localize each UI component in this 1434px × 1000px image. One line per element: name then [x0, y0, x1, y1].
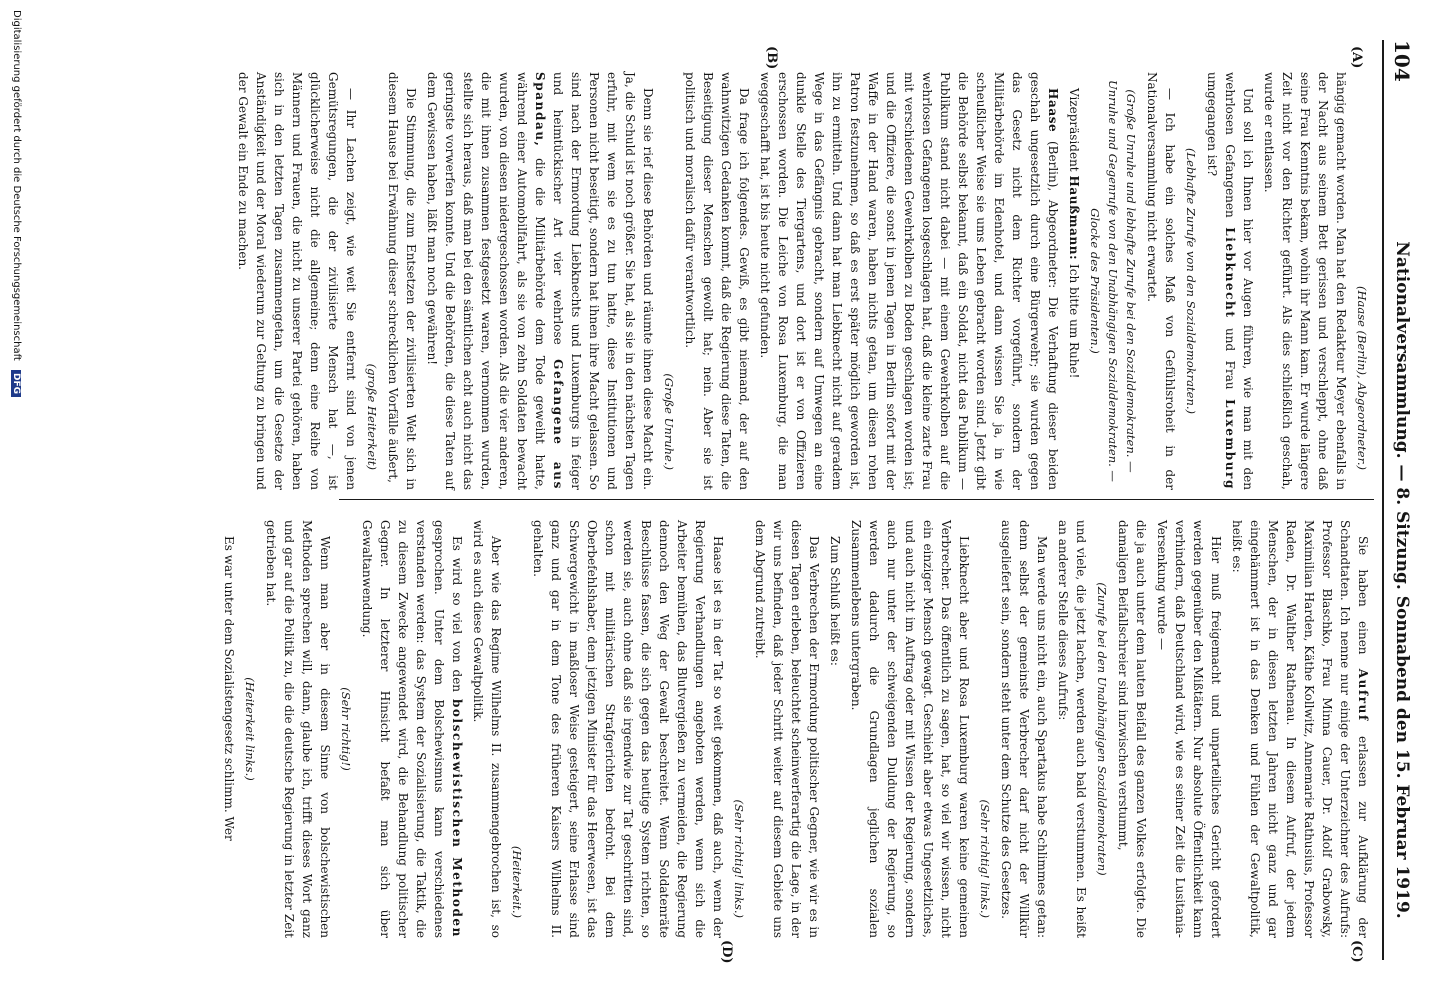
emphasis-gefangene: Gefangene aus Spandau, — [533, 72, 565, 490]
page-number: 104 — [1390, 40, 1414, 82]
paragraph: Haase (Berlin), Abgeordneter: Die Verhaftung dieser beiden geschah ungesetzlich durch eine Bürgerwehr; sie wurden gegen das Gesetz nicht dem Richter vorgeführt, sondern der Militärbehörde im Edenhotel, und dann wissen Sie ja, in wie scheußlicher Weise sie ums Leben gebracht worden sind. Jetzt gibt die Behörde selbst bekannt, daß ein Soldat, nicht das Publikum — Publikum stand nicht dabei — mit einem Gewehrkolben auf die wehrlosen Gefangenen losgeschlagen hat, daß die kleine zarte Frau mit verschiedenen Gewehrkolben zu Boden geschlagen worden ist; und die Offiziere, die sonst in jenen Tagen in Berlin sofort mit der Waffe in der Hand waren, haben nichts getan, um diesen rohen Patron festzunehmen, so daß es erst später möglich geworden ist, ihn zu ermitteln. Und dann hat man Liebknecht nicht auf geradem Wege in das Gefängnis gebracht, sondern auf Umwegen an eine dunkle Stelle des Tiergartens, und dort ist er von Offizieren erschossen worden. Die Leiche von Rosa Luxemburg, die man weggeschafft hat, ist bis heute nicht gefunden. — [758, 72, 1060, 490]
right-column — [217, 520, 1372, 938]
paragraph: Es wird so viel von den bolschewistischen Methoden gesprochen. Unter dem Bolschewismus kann verschiedenes verstanden werden: das System der Sozialisierung, die Taktik, die zu diesem Zwecke angewendet wird, die Behandlung politischer Gegner. In letzterer Hinsicht befaßt man sich über Gewaltanwendung. — [360, 520, 464, 938]
paragraph: Zum Schluß heißt es: — [828, 536, 842, 666]
quotation: Das Verbrechen der Ermordung politischer Gegner, wie wir es in diesen Tagen erleben, beleuchtet scheinwerferartig die Lage, in der wir uns befinden, daß jeder Schritt weiter auf diesem Gebiete uns dem Abgrund zutreibt. — [753, 520, 821, 938]
emphasis-methoden: bolschewistischen Methoden — [450, 698, 464, 938]
paragraph: und viele, die jetzt lachen, werden auch bald verstummen. Es heißt an anderer Stelle dieses Aufrufs: — [1056, 520, 1088, 938]
paragraph: die ja auch unter dem lauten Beifall des ganzen Volkes erfolgte. Die damaligen Beifallschreier sind inzwischen verstummt, — [1116, 520, 1148, 938]
paragraph: hängig gemacht worden. Man hat den Redakteur Meyer ebenfalls in der Nacht aus seinem Bett gerissen und verschleppt, ohne daß seine Frau Kenntnis bekam, wohin ihr Mann kam. Er wurde längere Zeit nicht vor den Richter geführt. Als dies schließlich geschah, wurde er entlassen. — [1262, 72, 1348, 490]
interjection: (Große Unruhe.) — [662, 373, 676, 470]
paragraph: — Ich habe ein solches Maß von Gefühlsroheit in der Nationalversammlung nicht erwartet. — [1145, 72, 1177, 490]
quotation: Man werde uns nicht ein, auch Spartakus habe Schlimmes getan: denn selbst der gemeinste Verbrecher darf nicht der Willkür ausgeliefert sein, sondern steht unter dem Schutze des Gesetzes. — [999, 520, 1049, 938]
interjection: (Lebhafte Zurufe von den Sozialdemokraten.) — [1184, 148, 1198, 414]
left-column — [231, 72, 1372, 490]
page-header — [1382, 40, 1414, 960]
interjection: (große Heiterkeit) — [365, 363, 379, 470]
speaker-name: Haußmann: — [1067, 175, 1081, 261]
quotation: Hier muß freigemacht und unparteiliches Gericht gefordert werden gegenüber den Mißtätern. Nur absolute Öffentlichkeit kann verhindern, daß Deutschland wird, wie es seiner Zeit die Lusitania-Versenkung wurde — — [1155, 520, 1223, 938]
name-liebknecht: Liebknecht — [1223, 227, 1237, 319]
interjection: (Heiterkeit.) — [510, 845, 524, 918]
name-luxemburg: Luxemburg — [1223, 399, 1237, 490]
interjection: (Sehr richtig! links.) — [732, 799, 746, 918]
paragraph: Haase ist es in der Tat so weit gekommen, daß auch, wenn der Regierung Verhandlungen angeboten werden, wenn sich die Arbeiter bemühen, das Blutvergießen zu vermeiden, die Regierung dennoch den Weg der Gewalt beschreitet. Wenn Soldatenräte Beschlüsse fassen, die sich gegen das heutige System richten, so werden sie, auch ohne daß sie irgendwie zur Tat geschritten sind, schon mit militärischen Strafgerichten bedroht. Bei dem Oberbefehlshaber, dem jetzigen Minister für das Heerwesen, ist das Schwergewicht in maßloser Weise gesteigert, seine Erlasse sind ganz und gar in dem Tone des früheren Kaisers Wilhelms II. gehalten. — [531, 520, 725, 938]
credit-text: Digitalisierung gefördert durch die Deutsche Forschungsgemeinschaft — [11, 10, 22, 361]
margin-marker-a: (A) — [1349, 46, 1364, 69]
margin-marker-c: (C) — [1349, 940, 1364, 963]
paragraph: Die Stimmung, die zum Entsetzen der zivilisierten Welt sich in diesem Hause bei Erwähnung dieser schrecklichen Vorfälle äußert, — [386, 72, 418, 490]
quotation: Liebknecht aber und Rosa Luxemburg waren keine gemeinen Verbrecher. Das öffentlich zu sagen, hat, so viel wir wissen, nicht ein einziger Mensch gewagt. Geschieht aber etwas Ungesetzliches, und auch nicht im Auftrag oder mit Wissen der Regierung, sondern auch nur unter der schweigenden Duldung der Regierung, so werden dadurch die Grundlagen jeglichen sozialen Zusammenlebens untergraben. — [849, 520, 971, 938]
paragraph: Sie haben einen Aufruf erlassen zur Aufklärung der Schandtaten. Ich nenne nur einige der Unterzeichner des Aufrufs: Professor Blaschko, Frau Minna Cauer, Dr. Adolf Grabowsky, Maximilian Harden, Käthe Kollwitz, Annemarie Rathusius, Professor Raden, Dr. Walther Rathenau. In diesem Aufruf, der jedem Menschen, der in diesen letzten Jahren nicht ganz und gar eingehämmert ist in das Denken und Fühlen der Gewaltpolitik, heißt es: — [1230, 520, 1370, 938]
interjection: (Sehr richtig!) — [339, 687, 353, 771]
interjection: (Große Unruhe und lebhafte Zurufe bei den Sozialdemokraten. — Unruhe und Gegenrufe von den Unabhängigen Sozialdemokraten. — Glocke des Präsidenten.) — [1088, 80, 1138, 482]
emphasis-aufruf: Aufruf — [1356, 668, 1370, 722]
paragraph: Es war unter dem Sozialistengesetz schlimm. Wer — [222, 536, 236, 841]
speaker-continuation: (Haase (Berlin), Abgeordneter.) — [1355, 285, 1369, 470]
paragraph: Wenn man aber in diesem Sinne von bolschewistischen Methoden sprechen will, dann, glaube ich, trifft dieses Wort ganz und gar auf die Politik zu, die die deutsche Regierung in letzter Zeit getrieben hat. — [264, 520, 332, 938]
interjection: (Zurufe bei den Unabhängigen Sozialdemokraten) — [1095, 582, 1109, 876]
dfg-logo: DFG — [11, 370, 21, 397]
paragraph: Denn sie rief diese Behörden und räumte ihnen diese Macht ein. Ja, die Schuld ist noch größer. Sie hat, als sie in den nächsten Tagen erfuhr, mit wem sie es zu tun hatte, diese Institutionen und Personen nicht beseitigt, sondern hat ihnen ihre Macht gelassen. So sind nach der Ermordung Liebknechts und Luxemburgs in feiger und heimtückischer Art vier wehrlose Gefangene aus Spandau, die die Militärbehörde dem Tode geweiht hatte, während einer Automobilfahrt, als sie von zehn Soldaten bewacht wurden, von diesen niedergeschossen worden. Als die vier anderen, die mit ihnen zusammen festgesetzt waren, vernommen wurden, stellte sich heraus, daß man bei den sämtlichen acht auch nicht das geringste vorwerfen konnte. Und die Behörden, die diese Taten auf dem Gewissen haben, läßt man noch gewähren! — [425, 72, 655, 490]
interjection: (Sehr richtig! links.) — [978, 799, 992, 918]
speaker-name: Haase — [1046, 88, 1060, 133]
margin-marker-b: (B) — [764, 46, 779, 70]
interjection: (Heiterkeit links.) — [243, 677, 257, 781]
margin-marker-d: (D) — [719, 940, 734, 964]
running-head: Nationalversammlung. — 8. Sitzung. Sonnabend den 15. Februar 1919. — [1392, 241, 1412, 919]
paragraph: Vizepräsident Haußmann: Ich bitte um Ruhe! — [1067, 88, 1081, 379]
digitization-credit — [11, 10, 22, 990]
column-divider — [339, 499, 1374, 500]
paragraph: Da frage ich folgendes. Gewiß, es gibt niemand, der auf den wahnwitzigen Gedanken kommt, daß die Regierung diese Taten, die Beseitigung dieser Menschen gewollt hat; nein. Aber sie ist politisch und moralisch dafür verantwortlich. — [683, 72, 751, 490]
paragraph: Aber wie das Regime Wilhelms II. zusammengebrochen ist, so wird es auch diese Gewaltpolitik. — [471, 520, 503, 938]
paragraph: Und soll ich Ihnen hier vor Augen führen, wie man mit den wehrlosen Gefangenen Liebknecht und Frau Luxemburg umgegangen ist? — [1205, 72, 1255, 490]
paragraph: — Ihr Lachen zeigt, wie weit Sie entfernt sind von jenen Gemütsregungen, die der zivilisierte Mensch hat —, ist glücklicherweise nicht die allgemeine; denn eine Reihe von Männern und Frauen, die nicht zu unserer Partei gehören, haben sich in den letzten Tagen zusammengetan, um die Gesetze der Anständigkeit und der Moral wiederum zur Geltung zu bringen und der Gewalt ein Ende zu machen. — [236, 72, 358, 490]
